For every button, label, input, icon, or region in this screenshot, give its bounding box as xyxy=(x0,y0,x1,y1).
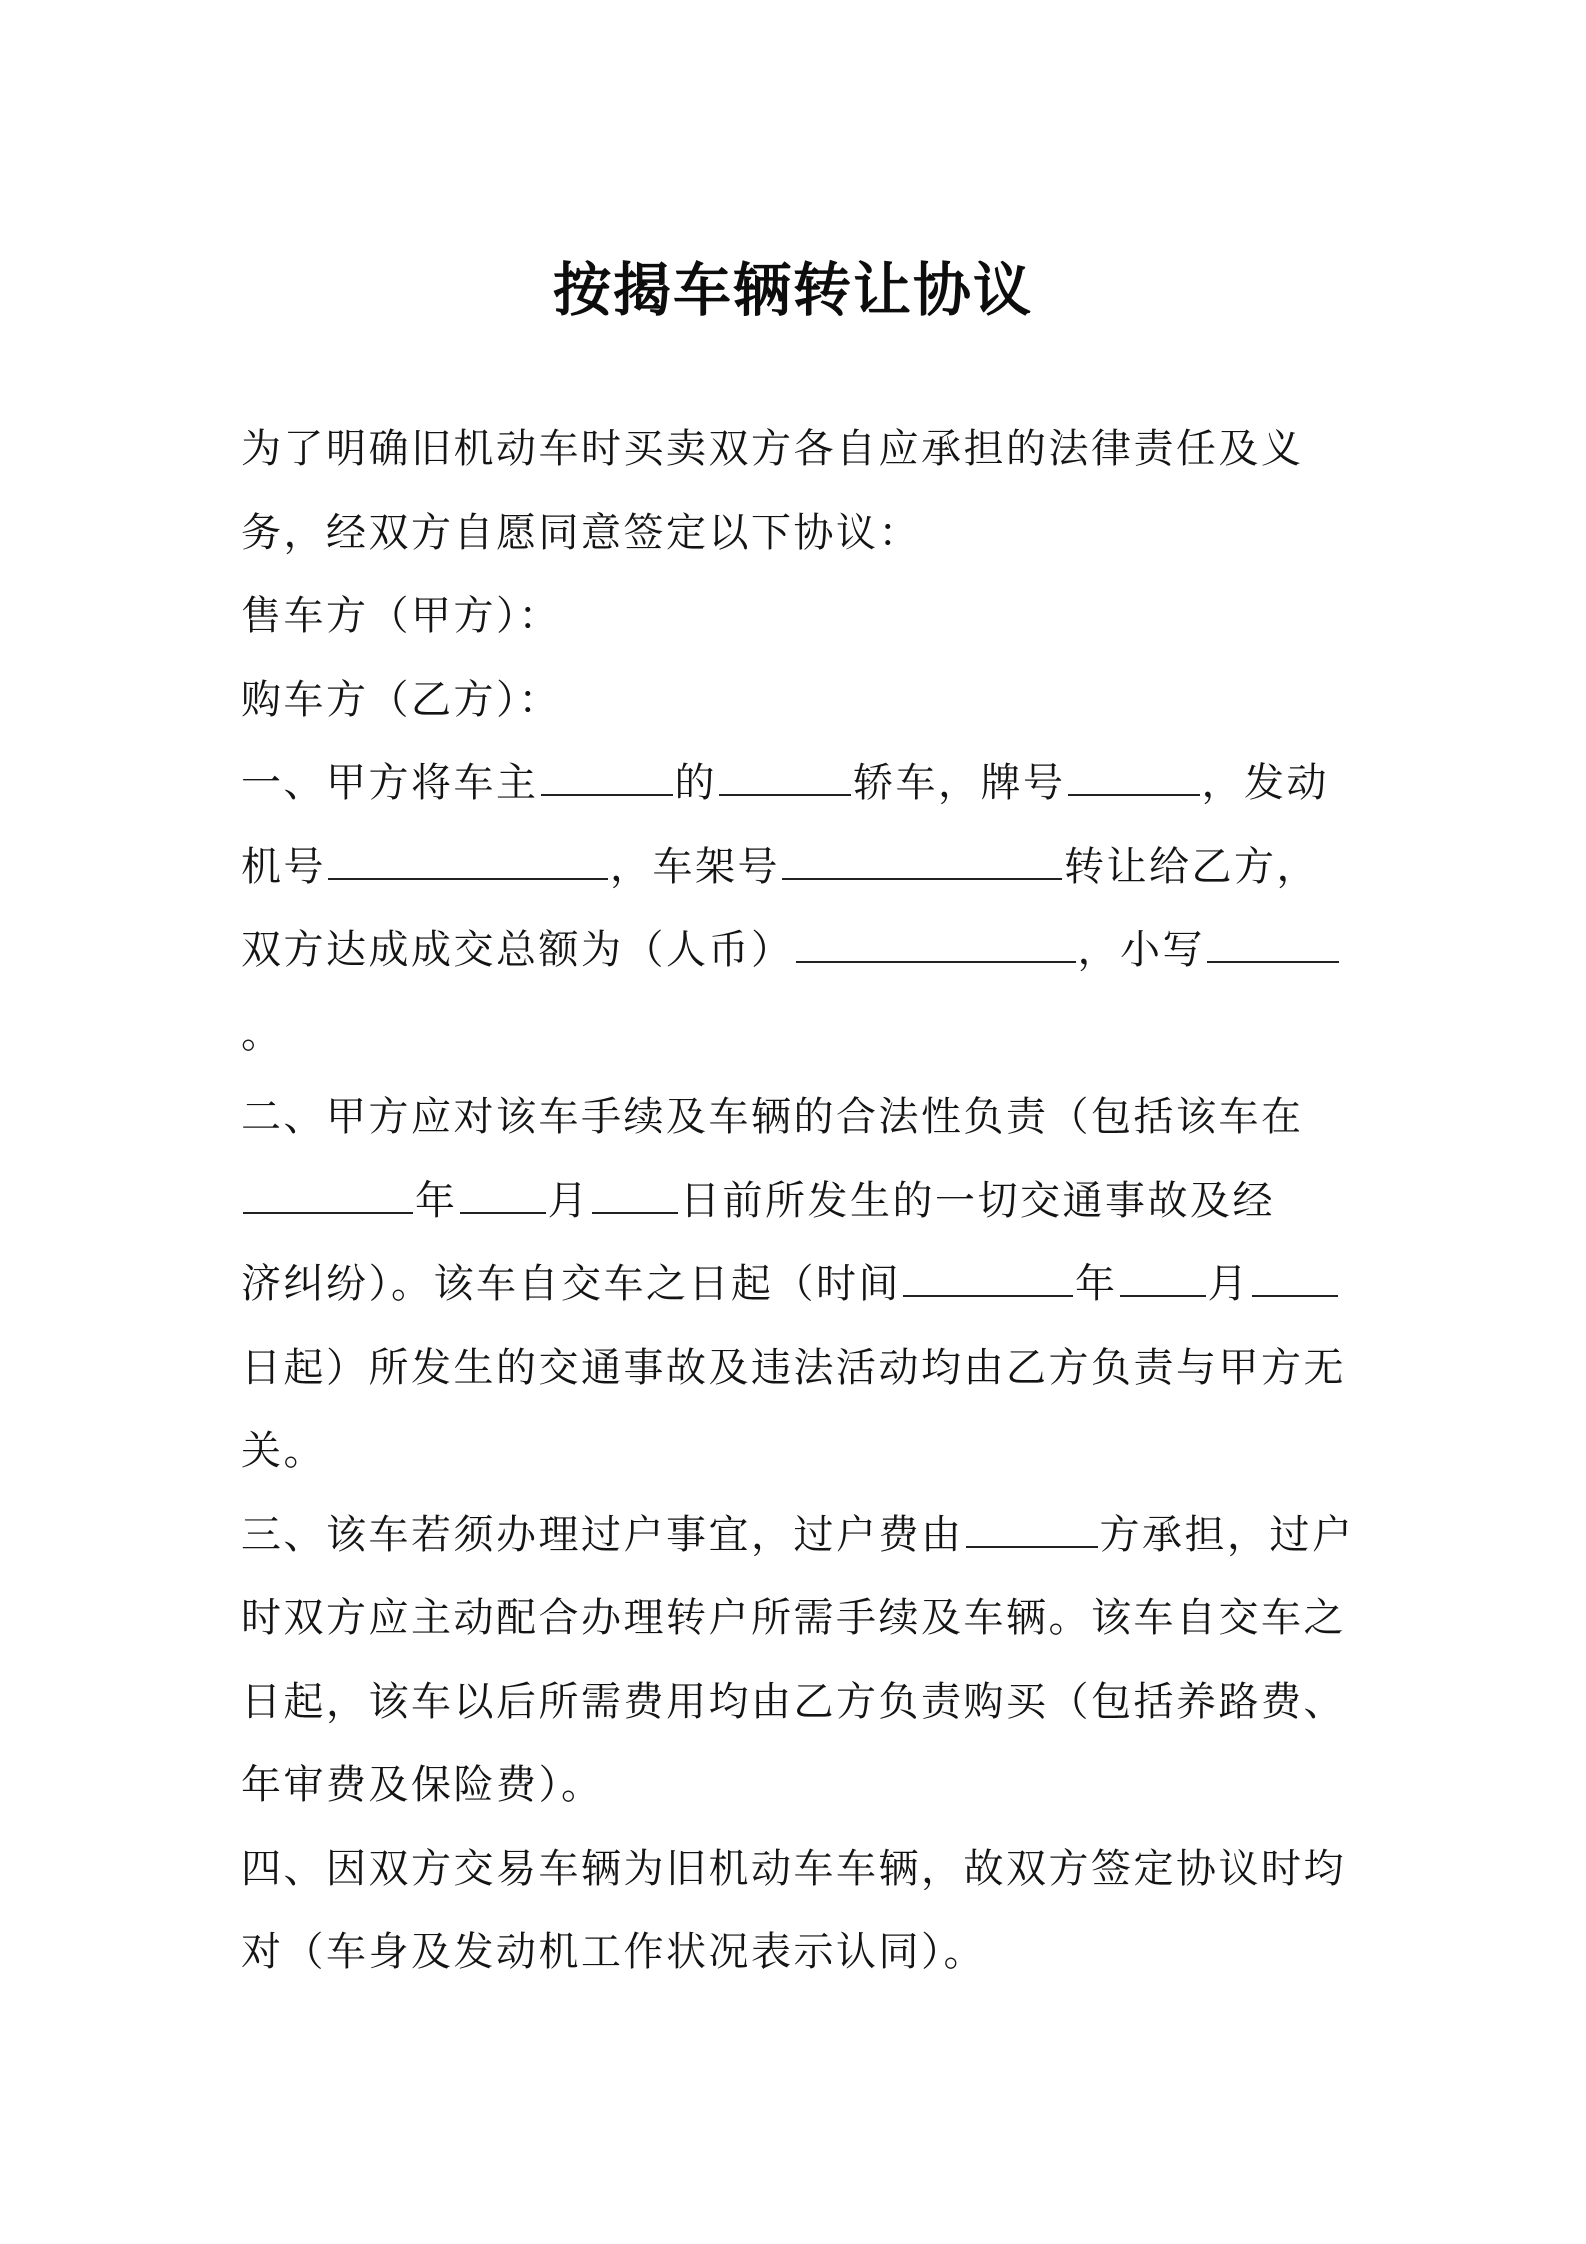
text-segment: 月 xyxy=(1207,1261,1250,1307)
clause-3-line-1 xyxy=(241,1494,1356,1578)
text-segment: 二、甲方应对该车手续及车辆的合法性负责（包括该车在 xyxy=(241,1094,1304,1140)
total-amount-words-blank[interactable] xyxy=(796,931,1076,963)
text-segment: 四、因双方交易车辆为旧机动车车辆，故双方签定协议时均 xyxy=(241,1845,1346,1892)
text-segment: ，发动 xyxy=(1201,760,1329,806)
buyer-label: 购车方（乙方）： xyxy=(241,676,561,723)
clause-3-line-3 xyxy=(241,1661,1356,1745)
text-segment: 日前所发生的一切交通事故及经 xyxy=(680,1177,1275,1224)
text-segment: 日起，该车以后所需费用均由乙方负责购买（包括养路费、 xyxy=(241,1678,1346,1725)
text-segment: ，车架号 xyxy=(610,843,780,890)
day-blank[interactable] xyxy=(592,1182,678,1214)
handover-month-blank[interactable] xyxy=(1120,1265,1206,1297)
text-segment: 为了明确旧机动车时买卖双方各自应承担的法律责任及义 xyxy=(241,426,1304,472)
text-segment: 三、该车若须办理过户事宜，过户费由 xyxy=(241,1511,964,1558)
transfer-fee-party-blank[interactable] xyxy=(966,1516,1098,1548)
text-segment: 方承担，过户 xyxy=(1099,1511,1355,1558)
text-segment: 年审费及保险费）。 xyxy=(241,1762,604,1808)
clause-1-line-1 xyxy=(241,742,1356,826)
intro-line-2 xyxy=(241,492,1356,576)
buyer-line xyxy=(241,659,1356,743)
text-segment: 对（车身及发动机工作状况表示认同）。 xyxy=(241,1929,986,1975)
seller-label: 售车方（甲方）： xyxy=(241,593,561,639)
clause-2-line-1 xyxy=(241,1076,1356,1160)
frame-number-blank[interactable] xyxy=(782,848,1062,880)
text-segment: 。 xyxy=(241,1010,284,1057)
year-blank[interactable] xyxy=(243,1182,413,1214)
text-segment: 时双方应主动配合办理转户所需手续及车辆。该车自交车之 xyxy=(241,1595,1346,1641)
owner-blank[interactable] xyxy=(541,764,673,796)
clause-2-line-3 xyxy=(241,1243,1356,1327)
text-segment: 关。 xyxy=(241,1428,326,1474)
text-segment: 轿车，牌号 xyxy=(853,760,1066,806)
car-model-blank[interactable] xyxy=(719,764,851,796)
clause-1-line-3 xyxy=(241,909,1356,993)
clause-2-line-2 xyxy=(241,1160,1356,1244)
document-title: 按揭车辆转让协议 xyxy=(552,256,1033,324)
clause-1-line-2 xyxy=(241,826,1356,910)
clause-2-line-5 xyxy=(241,1410,1356,1494)
engine-number-blank[interactable] xyxy=(328,848,608,880)
text-segment: 双方达成成交总额为（人币） xyxy=(241,927,794,973)
intro-line-1 xyxy=(241,408,1356,492)
handover-day-blank[interactable] xyxy=(1252,1265,1338,1297)
clause-1-line-4 xyxy=(241,993,1356,1077)
text-segment: 月 xyxy=(547,1177,590,1224)
clause-3-line-4 xyxy=(241,1744,1356,1828)
handover-year-blank[interactable] xyxy=(903,1265,1073,1297)
agreement-body xyxy=(241,408,1356,1995)
text-segment: 年 xyxy=(415,1177,458,1224)
text-segment: ，小写 xyxy=(1077,927,1205,973)
text-segment: 机号 xyxy=(241,843,326,890)
text-segment: 日起）所发生的交通事故及违法活动均由乙方负责与甲方无 xyxy=(241,1344,1346,1391)
clause-4-line-1 xyxy=(241,1828,1356,1912)
text-segment: 一、甲方将车主 xyxy=(241,760,539,806)
plate-number-blank[interactable] xyxy=(1068,764,1200,796)
text-segment: 转让给乙方， xyxy=(1064,843,1319,890)
text-segment: 济纠纷）。该车自交车之日起（时间 xyxy=(241,1261,901,1307)
text-segment: 年 xyxy=(1075,1261,1118,1307)
text-segment: 务，经双方自愿同意签定以下协议： xyxy=(241,509,921,556)
clause-3-line-2 xyxy=(241,1577,1356,1661)
clause-2-line-4 xyxy=(241,1327,1356,1411)
total-amount-figures-blank[interactable] xyxy=(1207,931,1339,963)
clause-4-line-2 xyxy=(241,1911,1356,1995)
month-blank[interactable] xyxy=(460,1182,546,1214)
seller-line xyxy=(241,575,1356,659)
text-segment: 的 xyxy=(674,760,717,806)
